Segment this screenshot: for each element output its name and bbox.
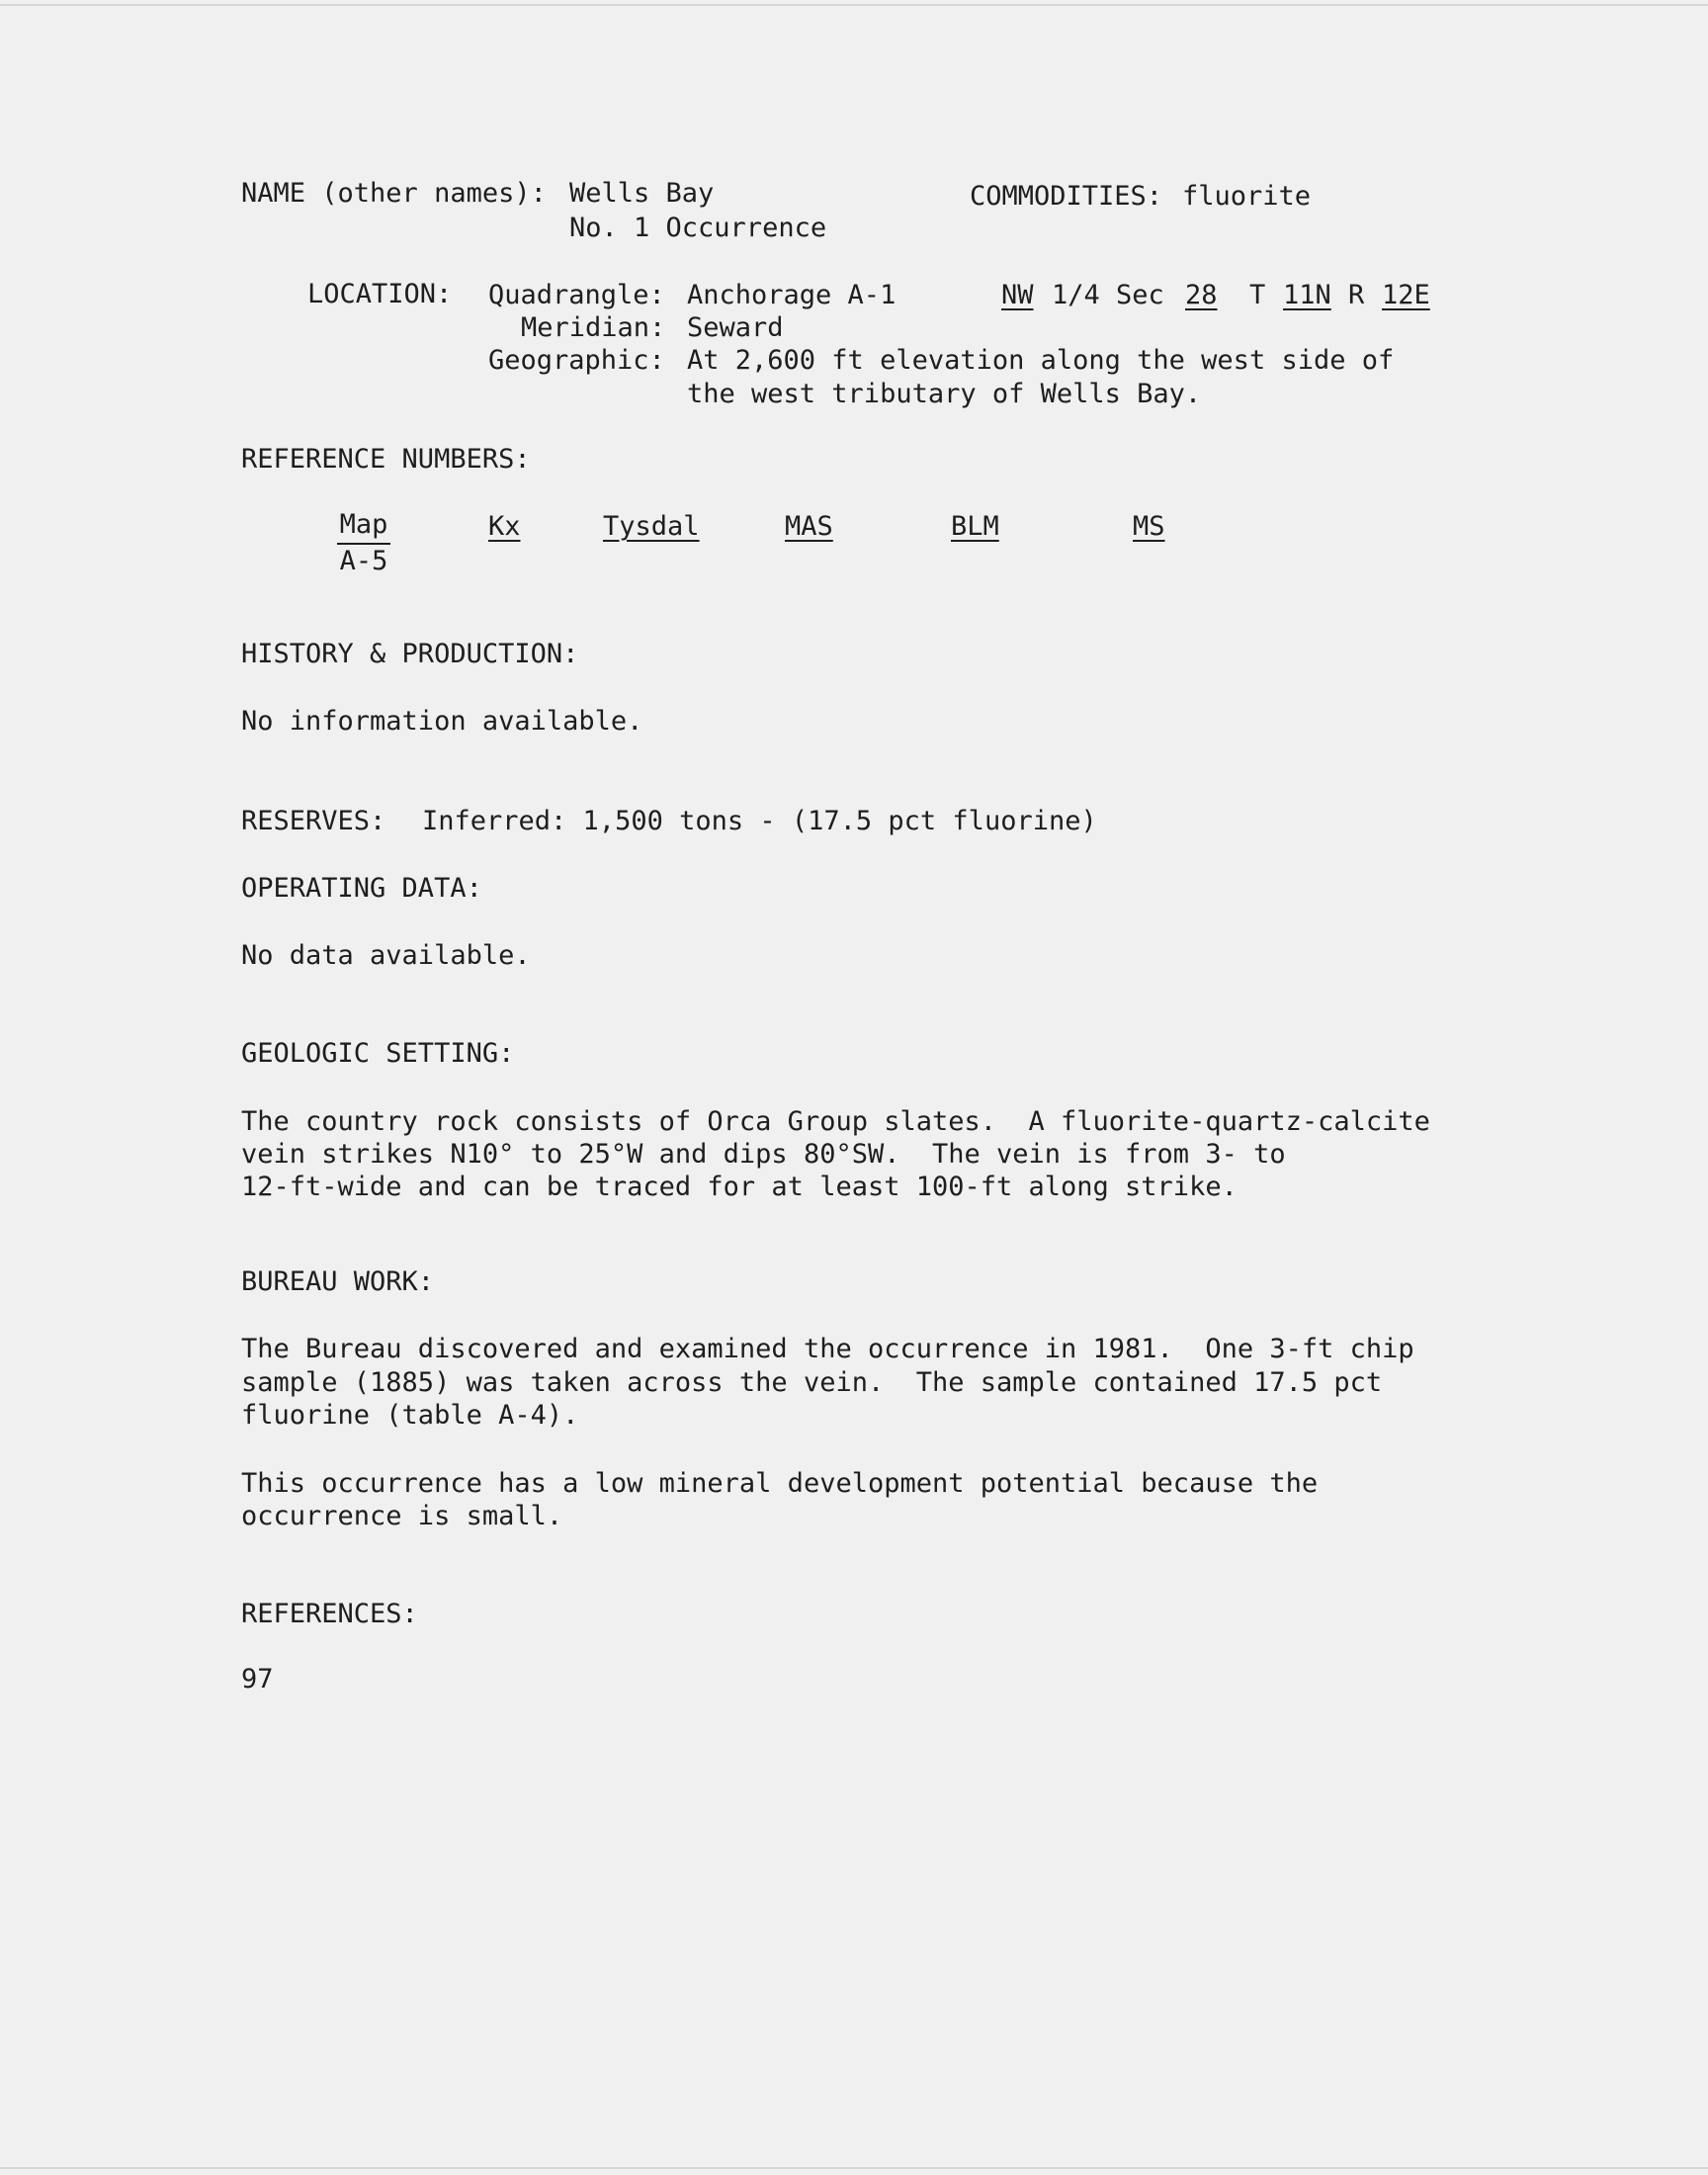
references-label: REFERENCES: (241, 1599, 418, 1629)
bureau-p1-line2: sample (1885) was taken across the vein. The sample contained 17.5 pct (241, 1367, 1383, 1398)
meridian-label: Meridian: (521, 312, 666, 343)
name-line1: Wells Bay (569, 178, 715, 209)
name-label: NAME (other names): (241, 178, 547, 209)
township-label: T (1249, 280, 1266, 310)
scan-edge-top (0, 4, 1708, 6)
township-value: 11N (1283, 280, 1331, 310)
history-label: HISTORY & PRODUCTION: (241, 639, 579, 669)
bureau-p1-line3: fluorine (table A-4). (241, 1400, 579, 1431)
ref-tysdal: Tysdal (603, 511, 700, 542)
geologic-label: GEOLOGIC SETTING: (241, 1038, 515, 1069)
operating-text: No data available. (241, 940, 531, 971)
quadrangle-label: Quadrangle: (488, 280, 665, 310)
geologic-line3: 12-ft-wide and can be traced for at least 100-ft along strike. (241, 1172, 1238, 1202)
ref-mas: MAS (785, 511, 833, 542)
bureau-p2-line2: occurrence is small. (241, 1501, 563, 1531)
reserves-text: Inferred: 1,500 tons - (17.5 pct fluorine) (422, 806, 1097, 836)
history-text: No information available. (241, 706, 643, 737)
ref-kx: Kx (488, 511, 521, 542)
quarter-section: NW (1001, 280, 1034, 310)
bureau-label: BUREAU WORK: (241, 1266, 435, 1297)
geographic-line1: At 2,600 ft elevation along the west side of (687, 345, 1395, 376)
meridian-value: Seward (687, 312, 784, 343)
commodities-label: COMMODITIES: (970, 181, 1163, 212)
quadrangle-value: Anchorage A-1 (687, 280, 897, 310)
geographic-line2: the west tributary of Wells Bay. (687, 379, 1202, 409)
name-line2: No. 1 Occurrence (569, 213, 827, 243)
range-value: 12E (1382, 280, 1430, 310)
ref-ms: MS (1133, 511, 1165, 542)
section-number: 28 (1185, 280, 1218, 310)
bureau-p2-line1: This occurrence has a low mineral development potential because the (241, 1468, 1319, 1499)
geologic-line2: vein strikes N10° to 25°W and dips 80°SW. The vein is from 3- to (241, 1139, 1286, 1170)
operating-label: OPERATING DATA: (241, 873, 482, 904)
range-label: R (1348, 280, 1365, 310)
ref-map-label: Map (337, 508, 390, 545)
location-label: LOCATION: (307, 279, 453, 309)
quarter-suffix: 1/4 Sec (1052, 280, 1164, 310)
geographic-label: Geographic: (488, 345, 665, 376)
ref-map-value: A-5 (339, 546, 388, 576)
reserves-label: RESERVES: (241, 806, 386, 836)
reference-numbers-label: REFERENCE NUMBERS: (241, 444, 531, 475)
geologic-line1: The country rock consists of Orca Group slates. A fluorite-quartz-calcite (241, 1106, 1430, 1137)
scan-edge-bottom (0, 2167, 1708, 2169)
ref-map (337, 508, 390, 577)
ref-blm: BLM (951, 511, 999, 542)
references-value: 97 (241, 1664, 274, 1695)
commodities-value: fluorite (1182, 181, 1312, 212)
bureau-p1-line1: The Bureau discovered and examined the occurrence in 1981. One 3-ft chip (241, 1334, 1414, 1364)
